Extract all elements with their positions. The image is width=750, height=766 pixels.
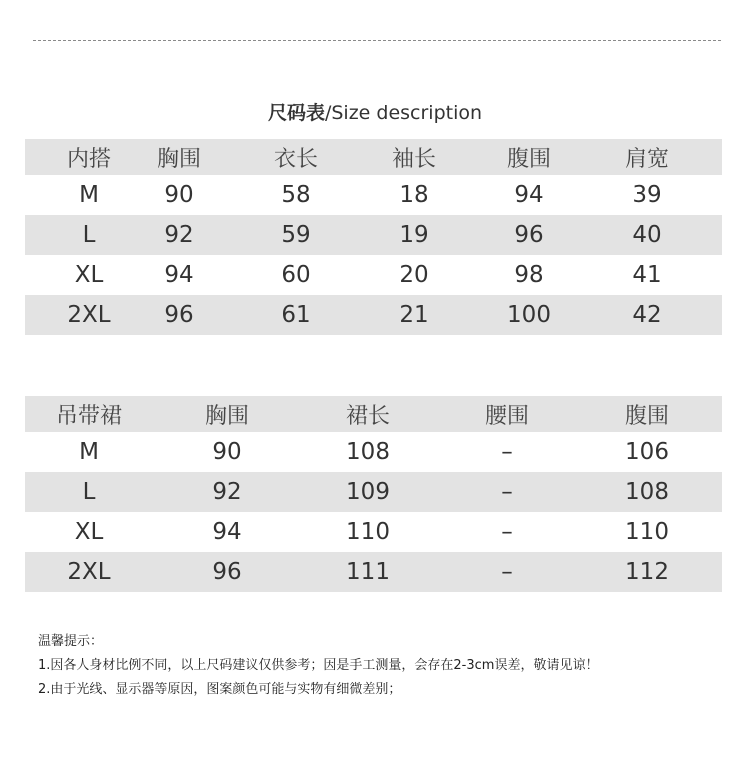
size-label-cell: L bbox=[82, 222, 96, 248]
table-cell: 18 bbox=[399, 182, 429, 208]
dashed-divider bbox=[33, 40, 721, 41]
size-table-slip-dress bbox=[25, 396, 722, 592]
table-cell: 100 bbox=[507, 302, 551, 328]
size-label-cell: XL bbox=[74, 519, 104, 545]
table-cell: 39 bbox=[632, 182, 662, 208]
header-cell: 胸围 bbox=[156, 146, 201, 172]
size-label-cell: M bbox=[79, 182, 99, 208]
table-row bbox=[25, 552, 722, 592]
header-cell: 肩宽 bbox=[624, 146, 669, 172]
table-cell: 108 bbox=[346, 439, 390, 465]
page-title bbox=[0, 98, 750, 125]
table-cell: 61 bbox=[281, 302, 311, 328]
table-cell: 94 bbox=[212, 519, 242, 545]
size-label-cell: L bbox=[82, 479, 96, 505]
table-cell: 42 bbox=[632, 302, 662, 328]
table-cell: 40 bbox=[632, 222, 662, 248]
table-cell: 60 bbox=[281, 262, 311, 288]
title-english: Size description bbox=[331, 102, 483, 124]
table-cell: 20 bbox=[399, 262, 429, 288]
table-cell: 106 bbox=[625, 439, 669, 465]
table-cell: 58 bbox=[281, 182, 311, 208]
table-header-row bbox=[25, 139, 722, 175]
table-cell: 21 bbox=[399, 302, 429, 328]
table-cell: – bbox=[501, 479, 513, 505]
header-cell: 腰围 bbox=[484, 403, 529, 429]
table-row bbox=[25, 472, 722, 512]
table-cell: 112 bbox=[625, 559, 669, 585]
table-row bbox=[25, 432, 722, 472]
table-header-row bbox=[25, 396, 722, 432]
table-cell: 94 bbox=[164, 262, 194, 288]
header-cell: 吊带裙 bbox=[55, 403, 122, 429]
size-label-cell: 2XL bbox=[67, 559, 111, 585]
table-cell: 90 bbox=[164, 182, 194, 208]
table-row bbox=[25, 295, 722, 335]
title-separator: / bbox=[324, 102, 332, 124]
header-cell: 胸围 bbox=[204, 403, 249, 429]
table-cell: 110 bbox=[346, 519, 390, 545]
notes-section bbox=[38, 630, 598, 702]
table-cell: 98 bbox=[514, 262, 544, 288]
size-label-cell: 2XL bbox=[67, 302, 111, 328]
table-cell: 108 bbox=[625, 479, 669, 505]
header-cell: 衣长 bbox=[273, 146, 318, 172]
table-cell: 92 bbox=[212, 479, 242, 505]
size-label-cell: M bbox=[79, 439, 99, 465]
notes-line-2: 2.由于光线、显示器等原因，图案颜色可能与实物有细微差别； bbox=[38, 682, 402, 697]
header-cell: 腹围 bbox=[624, 403, 669, 429]
header-cell: 腹围 bbox=[506, 146, 551, 172]
size-label-cell: XL bbox=[74, 262, 104, 288]
title-chinese: 尺码表 bbox=[267, 102, 325, 124]
table-cell: 109 bbox=[346, 479, 390, 505]
table-cell: 96 bbox=[514, 222, 544, 248]
table-cell: 19 bbox=[399, 222, 429, 248]
table-cell: – bbox=[501, 559, 513, 585]
header-cell: 袖长 bbox=[391, 146, 436, 172]
notes-line-1: 1.因各人身材比例不同，以上尺码建议仅供参考；因是手工测量，会存在2-3cm误差，敬请见谅！ bbox=[38, 658, 599, 673]
header-cell: 裙长 bbox=[345, 403, 390, 429]
table-cell: 94 bbox=[514, 182, 544, 208]
notes-heading: 温馨提示： bbox=[38, 634, 104, 649]
table-cell: – bbox=[501, 439, 513, 465]
table-cell: 41 bbox=[632, 262, 662, 288]
table-cell: 96 bbox=[164, 302, 194, 328]
table-cell: 59 bbox=[281, 222, 311, 248]
table-cell: 110 bbox=[625, 519, 669, 545]
header-cell: 内搭 bbox=[66, 146, 111, 172]
table-row bbox=[25, 255, 722, 295]
table-cell: 96 bbox=[212, 559, 242, 585]
table-row bbox=[25, 512, 722, 552]
table-row bbox=[25, 175, 722, 215]
table-row bbox=[25, 215, 722, 255]
table-cell: 111 bbox=[346, 559, 390, 585]
size-table-inner-top bbox=[25, 139, 722, 335]
table-cell: 92 bbox=[164, 222, 194, 248]
table-cell: – bbox=[501, 519, 513, 545]
table-cell: 90 bbox=[212, 439, 242, 465]
